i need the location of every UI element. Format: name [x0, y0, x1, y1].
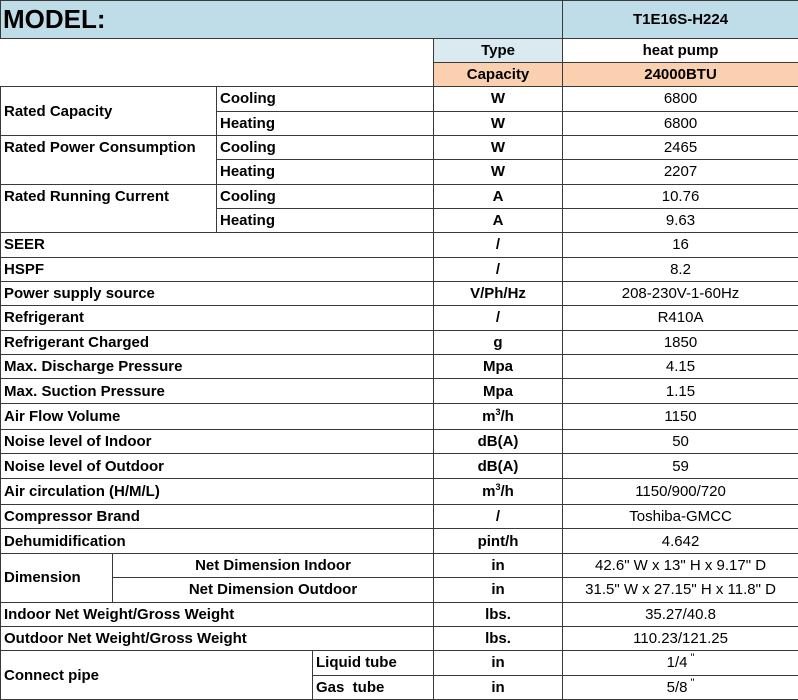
unit-cell: /: [434, 257, 563, 281]
unit-tail: /h: [500, 407, 514, 425]
unit-cell: lbs.: [434, 602, 563, 626]
value-cell: Toshiba-GMCC: [563, 505, 798, 529]
type-value: heat pump: [563, 38, 798, 62]
capacity-label: Capacity: [434, 62, 563, 86]
model-label: MODEL:: [1, 1, 563, 39]
sub-label: Cooling: [217, 184, 434, 208]
row-label: HSPF: [1, 257, 434, 281]
table-row: [1, 233, 798, 257]
value-cell: 8.2: [563, 257, 798, 281]
value-cell: [563, 675, 798, 699]
unit-cell: [434, 478, 563, 504]
row-label: Refrigerant: [1, 306, 434, 330]
sub-label: Heating: [217, 160, 434, 184]
row-label: Power supply source: [1, 281, 434, 305]
unit-cell: W: [434, 87, 563, 111]
value-cell: 50: [563, 430, 798, 454]
row-label: Noise level of Outdoor: [1, 454, 434, 478]
table-row: [1, 135, 798, 159]
inch-mark: ": [690, 652, 695, 665]
pipe-size: 1/4: [666, 654, 688, 672]
unit-base: m: [482, 482, 496, 500]
value-cell: 2207: [563, 160, 798, 184]
value-cell: R410A: [563, 306, 798, 330]
type-label: Type: [434, 38, 563, 62]
value-cell: 208-230V-1-60Hz: [563, 281, 798, 305]
unit-cell: /: [434, 505, 563, 529]
value-cell: 1.15: [563, 379, 798, 403]
unit-cell: Mpa: [434, 379, 563, 403]
table-row: [1, 529, 798, 553]
value-cell: 1150/900/720: [563, 478, 798, 504]
row-label: Refrigerant Charged: [1, 330, 434, 354]
unit-cell: A: [434, 184, 563, 208]
table-row: [1, 651, 798, 675]
table-row: [1, 257, 798, 281]
sub-label: Heating: [217, 111, 434, 135]
inch-mark: ": [690, 676, 695, 689]
table-row: [1, 578, 798, 602]
value-cell: 42.6" W x 13" H x 9.17" D: [563, 553, 798, 577]
unit-cell: W: [434, 160, 563, 184]
value-cell: 16: [563, 233, 798, 257]
sub-label: Gas tube: [313, 675, 434, 699]
value-cell: 59: [563, 454, 798, 478]
model-row: [1, 1, 798, 39]
unit-base: m: [482, 407, 496, 425]
table-row: [1, 505, 798, 529]
unit-exponent: 3: [495, 406, 501, 417]
table-row: [1, 184, 798, 208]
row-label: Max. Suction Pressure: [1, 379, 434, 403]
value-cell: 6800: [563, 111, 798, 135]
pipe-size: 5/8: [666, 678, 688, 696]
row-label: Rated Running Current: [1, 184, 217, 233]
unit-cell: W: [434, 135, 563, 159]
value-cell: 9.63: [563, 208, 798, 232]
row-label: Outdoor Net Weight/Gross Weight: [1, 626, 434, 650]
unit-cell: lbs.: [434, 626, 563, 650]
table-row: [1, 87, 798, 111]
unit-exponent: 3: [495, 481, 501, 492]
table-row: [1, 602, 798, 626]
value-cell: 6800: [563, 87, 798, 111]
row-label: Connect pipe: [1, 651, 313, 700]
model-number: T1E16S-H224: [563, 1, 798, 39]
row-label: Air circulation (H/M/L): [1, 478, 434, 504]
header-blank-cell: [1, 38, 434, 87]
table-row: [1, 626, 798, 650]
row-label: SEER: [1, 233, 434, 257]
unit-cell: /: [434, 306, 563, 330]
unit-cell: in: [434, 578, 563, 602]
unit-cell: in: [434, 675, 563, 699]
value-cell: 4.642: [563, 529, 798, 553]
sub-label: Cooling: [217, 135, 434, 159]
unit-cell: dB(A): [434, 430, 563, 454]
row-label: Compressor Brand: [1, 505, 434, 529]
unit-cell: /: [434, 233, 563, 257]
value-cell: 1850: [563, 330, 798, 354]
sub-label: Net Dimension Outdoor: [113, 578, 434, 602]
table-row: [1, 454, 798, 478]
value-cell: 4.15: [563, 355, 798, 379]
value-cell: 110.23/121.25: [563, 626, 798, 650]
table-row: [1, 330, 798, 354]
value-cell: 10.76: [563, 184, 798, 208]
row-label: Dimension: [1, 553, 113, 602]
unit-cell: in: [434, 553, 563, 577]
unit-cell: V/Ph/Hz: [434, 281, 563, 305]
capacity-value: 24000BTU: [563, 62, 798, 86]
value-cell: 31.5" W x 27.15" H x 11.8" D: [563, 578, 798, 602]
unit-cell: g: [434, 330, 563, 354]
row-label: Indoor Net Weight/Gross Weight: [1, 602, 434, 626]
unit-cell: dB(A): [434, 454, 563, 478]
unit-cell: Mpa: [434, 355, 563, 379]
row-label: Air Flow Volume: [1, 403, 434, 429]
table-row: [1, 281, 798, 305]
sub-label: Net Dimension Indoor: [113, 553, 434, 577]
sub-label: Heating: [217, 208, 434, 232]
unit-tail: /h: [500, 482, 514, 500]
table-row: [1, 306, 798, 330]
table-row: [1, 478, 798, 504]
table-row: [1, 553, 798, 577]
table-row: [1, 403, 798, 429]
row-label: Rated Capacity: [1, 87, 217, 136]
type-row: [1, 38, 798, 62]
unit-cell: in: [434, 651, 563, 675]
unit-cell: W: [434, 111, 563, 135]
value-cell: 35.27/40.8: [563, 602, 798, 626]
unit-cell: pint/h: [434, 529, 563, 553]
row-label: Max. Discharge Pressure: [1, 355, 434, 379]
sub-label: Liquid tube: [313, 651, 434, 675]
sub-label: Cooling: [217, 87, 434, 111]
row-label: Rated Power Consumption: [1, 135, 217, 184]
table-row: [1, 379, 798, 403]
unit-cell: A: [434, 208, 563, 232]
value-cell: 1150: [563, 403, 798, 429]
table-row: [1, 430, 798, 454]
row-label: Noise level of Indoor: [1, 430, 434, 454]
table-row: [1, 355, 798, 379]
unit-cell: [434, 403, 563, 429]
row-label: Dehumidification: [1, 529, 434, 553]
value-cell: [563, 651, 798, 675]
value-cell: 2465: [563, 135, 798, 159]
